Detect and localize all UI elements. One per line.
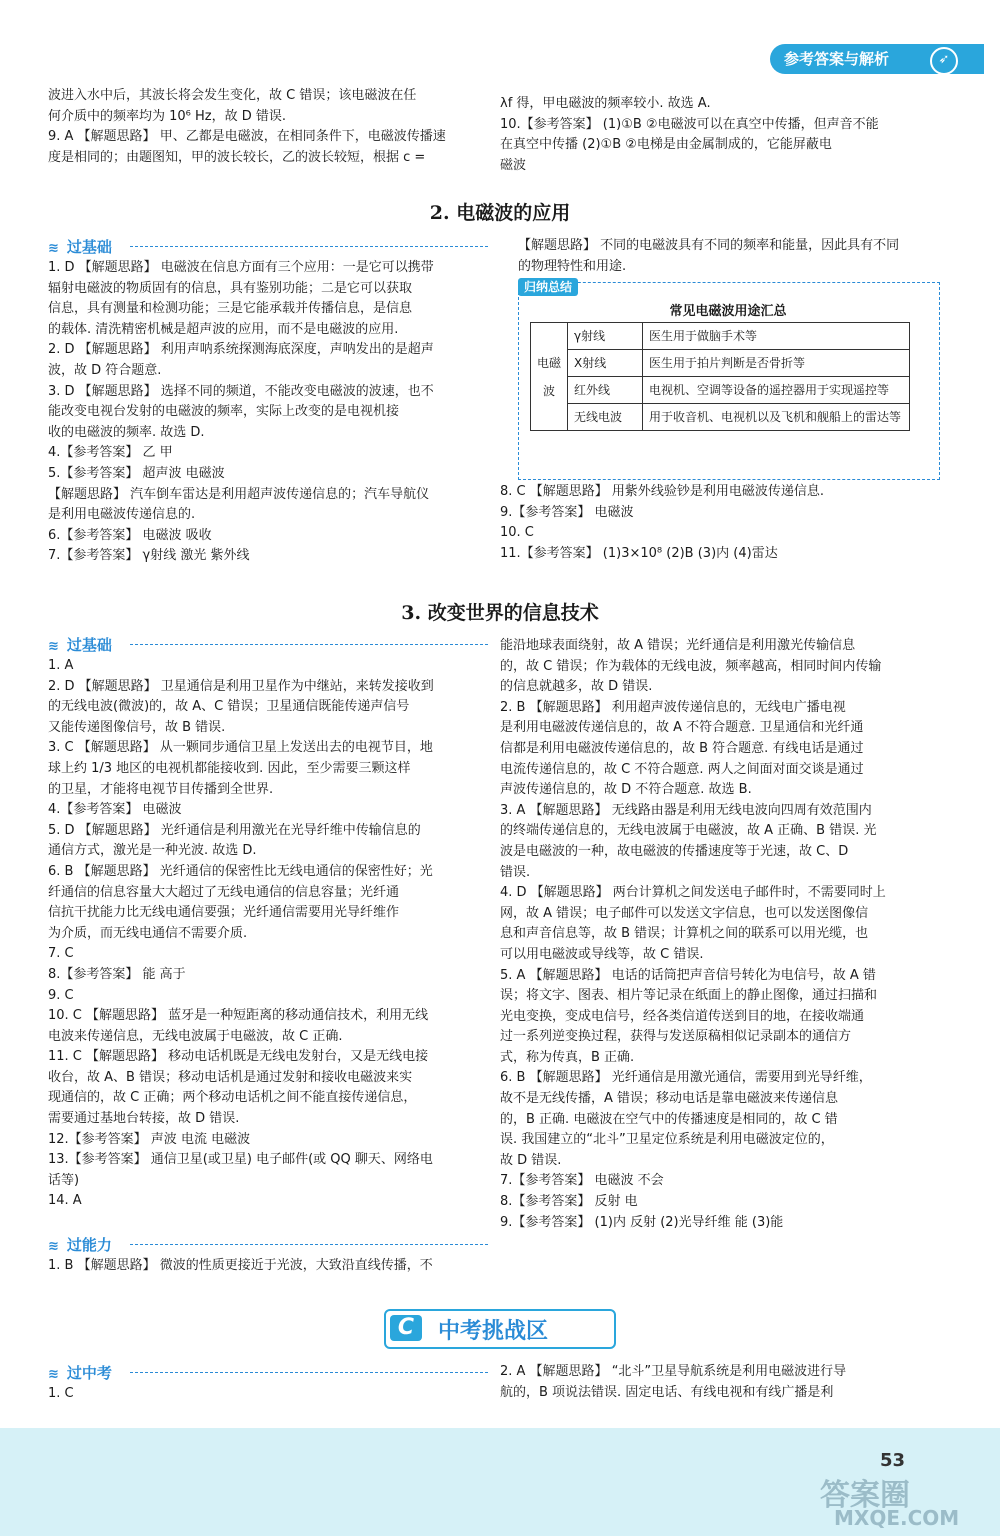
text-line: 光电变换，变成电信号，经各类信道传送到目的地，在接收端通 bbox=[500, 1008, 865, 1024]
section-heading: 2. 电磁波的应用 bbox=[429, 202, 571, 224]
text-line: 8. C 【解题思路】 用紫外线验钞是利用电磁波传递信息. bbox=[500, 484, 825, 499]
section2-left-text bbox=[48, 258, 490, 567]
text-line: 2. D 【解题思路】 利用声呐系统探测海底深度，声呐发出的是超声 bbox=[48, 342, 434, 358]
text-line: 5. D 【解题思路】 光纤通信是利用激光在光导纤维中传输信息的 bbox=[48, 822, 421, 838]
text-line: 【解题思路】 不同的电磁波具有不同的频率和能量，因此具有不同 bbox=[518, 238, 900, 253]
text-line: 波，故 D 符合题意. bbox=[48, 362, 162, 378]
text-line: 7.【参考答案】 γ射线 激光 紫外线 bbox=[48, 548, 250, 564]
text-line: 信都是利用电磁波传递信息的，故 B 符合题意. 有线电话是通过 bbox=[500, 740, 864, 756]
table-cell-name: γ射线 bbox=[568, 323, 643, 350]
text-line: 错误. bbox=[500, 864, 531, 880]
text-line: 8.【参考答案】 能 高于 bbox=[48, 966, 186, 982]
badge-letter: C bbox=[390, 1315, 422, 1341]
badge-title: 中考挑战区 bbox=[438, 1319, 549, 1344]
text-line: 现通信的，故 C 正确；两个移动电话机之间不能直接传递信息， bbox=[48, 1090, 417, 1106]
subheading-label: 过基础 bbox=[66, 636, 112, 654]
section2-right-top bbox=[518, 236, 943, 277]
text-line: 1. D 【解题思路】 电磁波在信息方面有三个应用：一是它可以携带 bbox=[48, 260, 434, 275]
text-line: 可以用电磁波或导线等，故 C 错误. bbox=[500, 946, 704, 962]
divider bbox=[130, 246, 488, 247]
text-line: 的无线电波(微波)的，故 A、C 错误；卫星通信既能传递声信号 bbox=[48, 699, 410, 715]
text-line: 信抗干扰能力比无线电通信要强；光纤通信需要用光导纤维作 bbox=[48, 905, 400, 921]
text-line: 12.【参考答案】 声波 电流 电磁波 bbox=[48, 1131, 251, 1147]
em-wave-table bbox=[530, 322, 910, 431]
text-line: 3. D 【解题思路】 选择不同的频道，不能改变电磁波的波速，也不 bbox=[48, 383, 434, 399]
text-line: 9.【参考答案】 电磁波 bbox=[500, 504, 634, 520]
text-line: 波是电磁波的一种，故电磁波的传播速度等于光速，故 C、D bbox=[500, 843, 849, 859]
page-number: 53 bbox=[880, 1450, 906, 1471]
text-line: 9.【参考答案】 (1)内 反射 (2)光导纤维 能 (3)能 bbox=[500, 1214, 784, 1230]
section-heading: 3. 改变世界的信息技术 bbox=[401, 602, 599, 624]
text-line: 4.【参考答案】 电磁波 bbox=[48, 802, 182, 818]
text-line: 的，故 C 错误；作为载体的无线电波，频率越高，相同时间内传输 bbox=[500, 658, 882, 674]
section3-left-after bbox=[48, 1256, 490, 1277]
text-line: 磁波 bbox=[500, 157, 527, 173]
zhongkao-left bbox=[48, 1384, 490, 1405]
text-line: 航的，B 项说法错误. 固定电话、有线电视和有线广播是利 bbox=[500, 1384, 834, 1400]
table-cell-use: 医生用于做脑手术等 bbox=[643, 323, 910, 350]
text-line: 2. A 【解题思路】 “北斗”卫星导航系统是利用电磁波进行导 bbox=[500, 1364, 847, 1379]
subheading-label: 过基础 bbox=[66, 238, 112, 256]
text-line: 10. C bbox=[500, 525, 534, 541]
text-line: 4. D 【解题思路】 两台计算机之间发送电子邮件时，不需要同时上 bbox=[500, 885, 886, 901]
text-line: 在真空中传播 (2)①B ②电梯是由金属制成的，它能屏蔽电 bbox=[500, 137, 832, 153]
text-line: 6.【参考答案】 电磁波 吸收 bbox=[48, 527, 212, 543]
text-line: 球上约 1/3 地区的电视机都能接收到. 因此，至少需要三颗这样 bbox=[48, 760, 411, 776]
text-line: 为介质，而无线电通信不需要介质. bbox=[48, 925, 248, 941]
text-line: 5.【参考答案】 超声波 电磁波 bbox=[48, 465, 225, 481]
table-cell-name: 无线电波 bbox=[568, 404, 643, 431]
text-line: 6. B 【解题思路】 光纤通信是用激光通信，需要用到光导纤维， bbox=[500, 1070, 872, 1086]
zhongkao-right bbox=[500, 1362, 945, 1403]
subheading-label: 过能力 bbox=[66, 1236, 112, 1254]
text-line: 收台，故 A、B 错误；移动电话机是通过发射和接收电磁波来实 bbox=[48, 1069, 413, 1085]
text-line: 话等) bbox=[48, 1172, 80, 1188]
watermark-url: MXQE.COM bbox=[834, 1506, 960, 1530]
challenge-badge bbox=[384, 1309, 616, 1349]
subheading-nengli bbox=[48, 1234, 488, 1254]
text-line: 是利用电磁波传递信息的. bbox=[48, 507, 196, 523]
text-line: 收的电磁波的频率. 故选 D. bbox=[48, 424, 205, 440]
text-line: 故 D 错误. bbox=[500, 1152, 562, 1168]
text-line: 2. B 【解题思路】 利用超声波传递信息的，无线电广播电视 bbox=[500, 699, 846, 715]
text-line: 14. A bbox=[48, 1193, 82, 1209]
text-line: λf 得，甲电磁波的频率较小. 故选 A. bbox=[500, 96, 711, 111]
section3-left-text bbox=[48, 656, 490, 1212]
table-title: 常见电磁波用途汇总 bbox=[669, 304, 787, 319]
rocket-icon: ➶ bbox=[930, 47, 958, 75]
subheading-zhongkao bbox=[48, 1362, 488, 1382]
text-line: 电波来传递信息，无线电波属于电磁波，故 C 正确. bbox=[48, 1028, 343, 1044]
text-line: 通信方式，激光是一种光波. 故选 D. bbox=[48, 843, 257, 859]
text-line: 2. D 【解题思路】 卫星通信是利用卫星作为中继站，来转发接收到 bbox=[48, 678, 434, 694]
text-line: 纤通信的信息容量大大超过了无线电通信的信息容量；光纤通 bbox=[48, 884, 400, 900]
text-line: 9. C bbox=[48, 987, 74, 1003]
text-line: 10.【参考答案】 (1)①B ②电磁波可以在真空中传播，但声音不能 bbox=[500, 116, 879, 132]
text-line: 信息，具有测量和检测功能；三是它能承载并传播信息，是信息 bbox=[48, 301, 413, 317]
text-line: 波进入水中后，其波长将会发生变化，故 C 错误；该电磁波在任 bbox=[48, 88, 417, 103]
section-tag bbox=[770, 44, 984, 74]
text-line: 声波传递信息的，故 D 不符合题意. 故选 B. bbox=[500, 782, 752, 798]
text-line: 11.【参考答案】 (1)3×10⁸ (2)B (3)内 (4)雷达 bbox=[500, 545, 778, 561]
text-line: 3. A 【解题思路】 无线路由器是利用无线电波向四周有效范围内 bbox=[500, 802, 872, 818]
text-line: 1. B 【解题思路】 微波的性质更接近于光波，大致沿直线传播，不 bbox=[48, 1258, 433, 1273]
text-line: 6. B 【解题思路】 光纤通信的保密性比无线电通信的保密性好；光 bbox=[48, 863, 433, 879]
text-line: 辐射电磁波的物质固有的信息，具有鉴别功能；二是它可以获取 bbox=[48, 280, 413, 296]
text-line: 1. A bbox=[48, 658, 74, 673]
text-line: 过一系列逆变换过程，获得与发送原稿相似记录副本的通信方 bbox=[500, 1029, 852, 1045]
text-line: 11. C 【解题思路】 移动电话机既是无线电发射台，又是无线电接 bbox=[48, 1049, 429, 1065]
text-line: 电流传递信息的，故 C 不符合题意. 两人之间面对面交谈是通过 bbox=[500, 761, 864, 777]
text-line: 又能传递图像信号，故 B 错误. bbox=[48, 719, 226, 735]
divider bbox=[130, 1372, 488, 1373]
top-left-text bbox=[48, 86, 490, 168]
section-tag-label: 参考答案与解析 bbox=[784, 50, 890, 68]
section2-right-bottom bbox=[500, 482, 945, 564]
text-line: 误；将文字、图表、相片等记录在纸面上的静止图像，通过扫描和 bbox=[500, 988, 878, 1004]
table-cell-name: X射线 bbox=[568, 350, 643, 377]
text-line: 息和声音信息等，故 B 错误；计算机之间的联系可以用光缆，也 bbox=[500, 926, 869, 942]
text-line: 误. 我国建立的“北斗”卫星定位系统是利用电磁波定位的， bbox=[500, 1132, 834, 1148]
text-line: 是利用电磁波传递信息的，故 A 不符合题意. 卫星通信和光纤通 bbox=[500, 720, 864, 736]
wave-icon: ≋ bbox=[48, 1239, 59, 1254]
text-line: 7. C bbox=[48, 946, 74, 962]
text-line: 的终端传递信息的，无线电波属于电磁波，故 A 正确、B 错误. 光 bbox=[500, 823, 877, 839]
table-cell-use: 用于收音机、电视机以及飞机和舰船上的雷达等 bbox=[643, 404, 910, 431]
text-line: 何介质中的频率均为 10⁶ Hz，故 D 错误. bbox=[48, 108, 287, 124]
summary-tag: 归纳总结 bbox=[518, 278, 578, 296]
table-row bbox=[531, 404, 910, 431]
subheading-jichu bbox=[48, 634, 488, 654]
table-row bbox=[531, 323, 910, 350]
section3-right-text bbox=[500, 636, 945, 1233]
table-cell-use: 医生用于拍片判断是否骨折等 bbox=[643, 350, 910, 377]
divider bbox=[130, 644, 488, 645]
text-line: 的，B 正确. 电磁波在空气中的传播速度是相同的，故 C 错 bbox=[500, 1111, 838, 1127]
text-line: 式，称为传真，B 正确. bbox=[500, 1049, 635, 1065]
text-line: 13.【参考答案】 通信卫星(或卫星) 电子邮件(或 QQ 聊天、网络电 bbox=[48, 1152, 433, 1168]
text-line: 能沿地球表面绕射，故 A 错误；光纤通信是利用激光传输信息 bbox=[500, 638, 856, 653]
text-line: 网，故 A 错误；电子邮件可以发送文字信息，也可以发送图像信 bbox=[500, 905, 869, 921]
divider bbox=[130, 1244, 488, 1245]
text-line: 【解题思路】 汽车倒车雷达是利用超声波传递信息的；汽车导航仪 bbox=[48, 486, 430, 502]
subheading-jichu bbox=[48, 236, 488, 256]
text-line: 1. C bbox=[48, 1386, 74, 1401]
text-line: 8.【参考答案】 反射 电 bbox=[500, 1194, 638, 1210]
text-line: 故不是无线传播，A 错误；移动电话是靠电磁波来传递信息 bbox=[500, 1091, 839, 1107]
subheading-label: 过中考 bbox=[66, 1364, 112, 1382]
text-line: 的载体. 清洗精密机械是超声波的应用，而不是电磁波的应用. bbox=[48, 321, 399, 337]
text-line: 10. C 【解题思路】 蓝牙是一种短距离的移动通信技术，利用无线 bbox=[48, 1008, 429, 1024]
table-cell-use: 电视机、空调等设备的遥控器用于实现遥控等 bbox=[643, 377, 910, 404]
text-line: 5. A 【解题思路】 电话的话筒把声音信号转化为电信号，故 A 错 bbox=[500, 967, 876, 983]
table-row bbox=[531, 377, 910, 404]
text-line: 3. C 【解题思路】 从一颗同步通信卫星上发送出去的电视节目，地 bbox=[48, 740, 433, 756]
text-line: 度是相同的；由题图知，甲的波长较长，乙的波长较短，根据 c = bbox=[48, 149, 426, 165]
text-line: 的卫星，才能将电视节目传播到全世界. bbox=[48, 781, 274, 797]
text-line: 4.【参考答案】 乙 甲 bbox=[48, 445, 173, 461]
table-row bbox=[531, 350, 910, 377]
table-cell-name: 红外线 bbox=[568, 377, 643, 404]
text-line: 能改变电视台发射的电磁波的频率，实际上改变的是电视机接 bbox=[48, 404, 400, 420]
text-line: 7.【参考答案】 电磁波 不会 bbox=[500, 1173, 664, 1189]
table-group-cell: 电磁波 bbox=[531, 323, 568, 431]
text-line: 9. A 【解题思路】 甲、乙都是电磁波，在相同条件下，电磁波传播速 bbox=[48, 129, 446, 145]
text-line: 需要通过基地台转接，故 D 错误. bbox=[48, 1111, 240, 1127]
text-line: 的物理特性和用途. bbox=[518, 258, 627, 274]
wave-icon: ≋ bbox=[48, 241, 59, 256]
wave-icon: ≋ bbox=[48, 639, 59, 654]
top-right-text bbox=[500, 94, 945, 176]
wave-icon: ≋ bbox=[48, 1367, 59, 1382]
watermark-logo: 答案圈 bbox=[820, 1478, 910, 1513]
text-line: 的信息就越多，故 D 错误. bbox=[500, 679, 653, 695]
